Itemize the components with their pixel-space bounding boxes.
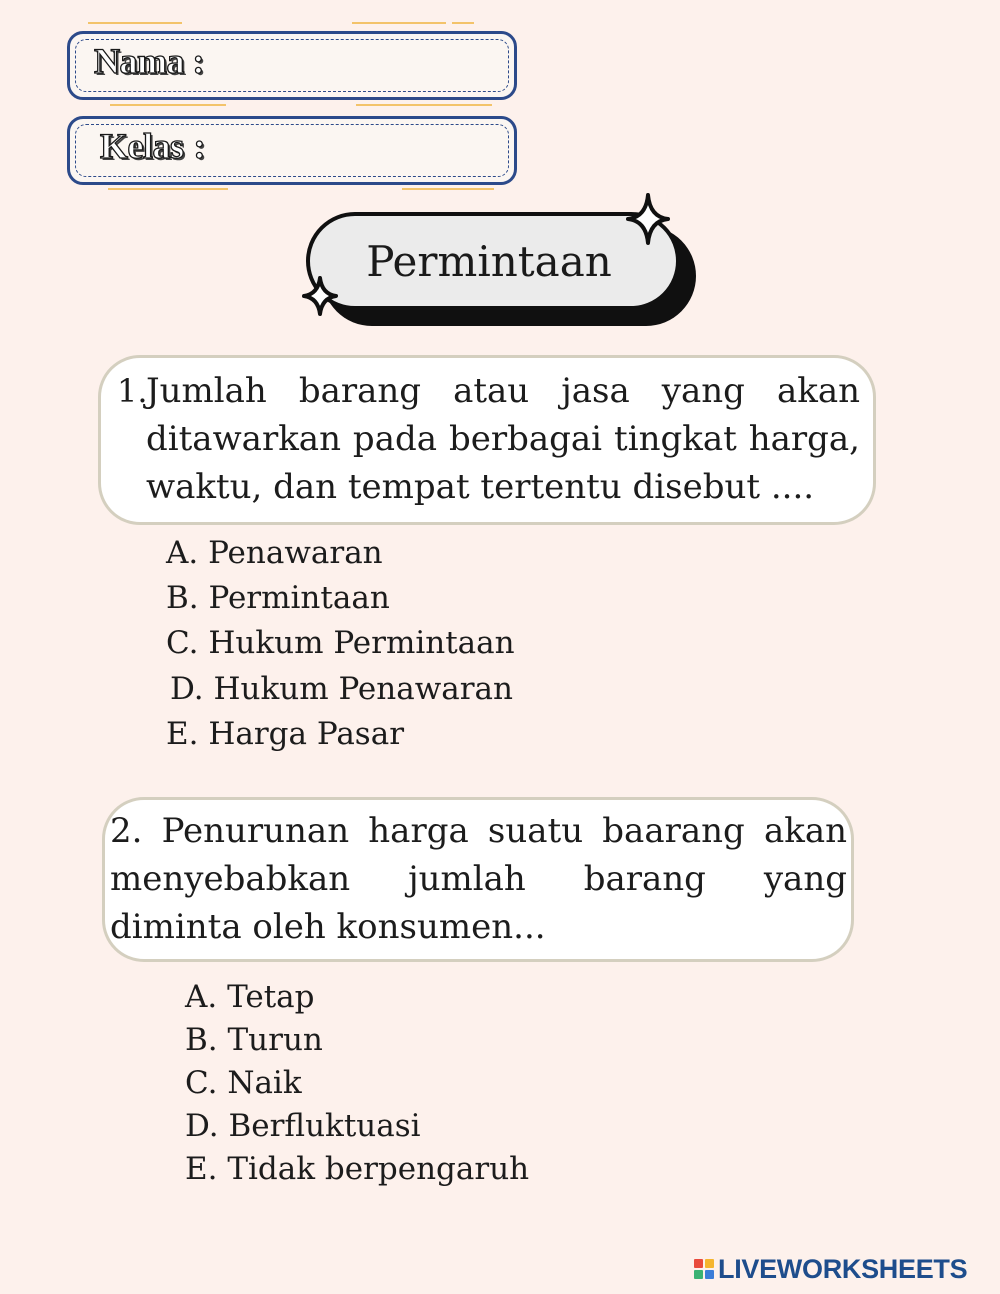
answer-option[interactable]: A. Tetap	[185, 979, 315, 1015]
question-number: 1.	[117, 372, 148, 410]
answer-option[interactable]: D. Berfluktuasi	[185, 1108, 421, 1144]
decor-dash	[110, 104, 226, 106]
answer-option[interactable]: D. Hukum Penawaran	[170, 671, 513, 707]
answer-option[interactable]: C. Naik	[185, 1065, 302, 1101]
decor-dash	[88, 22, 182, 24]
logo-square	[705, 1259, 714, 1268]
name-field[interactable]	[67, 31, 517, 100]
class-label: Kelas	[100, 126, 184, 166]
liveworksheets-logo[interactable]	[694, 1253, 967, 1285]
title-pill	[306, 212, 680, 310]
logo-mark-icon	[694, 1259, 714, 1279]
page-title: Permintaan	[366, 236, 612, 286]
class-label-wrap	[100, 125, 205, 167]
question-text: Jumlah barang atau jasa yang akan ditawarkan pada berbagai tingkat harga, waktu, dan tempat tertentu disebut ....	[146, 371, 860, 507]
class-colon: :	[193, 126, 205, 166]
decor-dash	[402, 188, 494, 190]
answer-option[interactable]: B. Permintaan	[166, 580, 390, 616]
sparkle-icon	[626, 193, 670, 245]
answer-option[interactable]: E. Harga Pasar	[166, 716, 405, 752]
decor-dash	[108, 188, 228, 190]
question-text: 2. Penurunan harga suatu baarang akan menyebabkan jumlah barang yang diminta oleh konsumen...	[110, 811, 847, 947]
logo-square	[694, 1259, 703, 1268]
answer-option[interactable]: C. Hukum Permintaan	[166, 625, 515, 661]
logo-square	[694, 1270, 703, 1279]
logo-text: LIVEWORKSHEETS	[718, 1253, 968, 1284]
answer-option[interactable]: E. Tidak berpengaruh	[185, 1151, 530, 1187]
logo-square	[705, 1270, 714, 1279]
decor-dash	[356, 104, 492, 106]
class-field[interactable]	[67, 116, 517, 185]
decor-dash	[352, 22, 446, 24]
sparkle-icon	[302, 276, 338, 316]
answer-option[interactable]: A. Penawaran	[166, 535, 383, 571]
name-label: Nama :	[94, 41, 204, 81]
answer-option[interactable]: B. Turun	[185, 1022, 323, 1058]
decor-dash	[452, 22, 474, 24]
